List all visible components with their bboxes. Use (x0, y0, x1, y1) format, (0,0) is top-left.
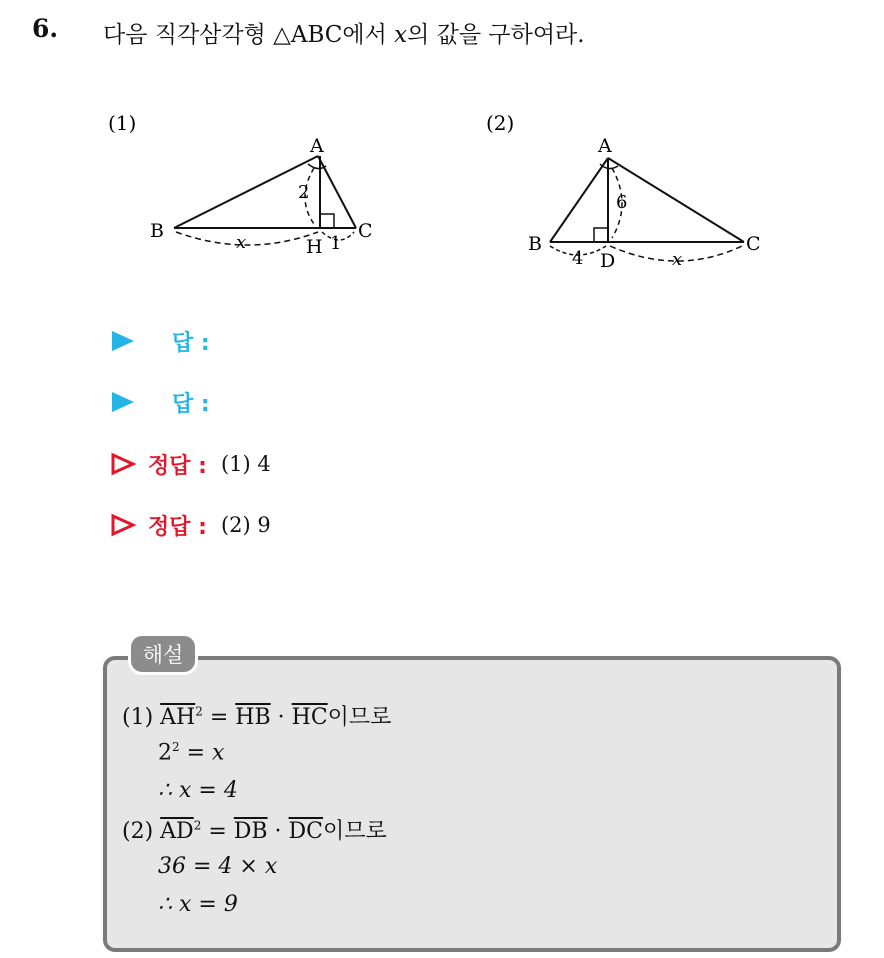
answer-label: 답 : (172, 391, 210, 417)
answer-row-1 (110, 326, 210, 356)
correct-answer-label: 정답 : (148, 453, 207, 479)
solution-line-1: (1) $\overline{AH}^2 = \overline{HB} \cdot \overline{HC}$이므로 (122, 704, 392, 730)
answer-label: 답 : (172, 330, 210, 356)
side-ac (608, 158, 744, 242)
length-ad: 6 (616, 192, 628, 213)
correct-answer-value: (2) 9 (220, 513, 271, 537)
correct-answer-value: (1) 4 (220, 452, 271, 476)
figure-2 (480, 108, 780, 273)
length-dc: x (672, 249, 683, 270)
solution-line-5: 36 = 4 × x (158, 854, 278, 879)
play-arrow-icon (110, 329, 136, 353)
arc-bh (176, 232, 318, 245)
vertex-c: C (358, 220, 373, 242)
figure-1-label: (1) (108, 111, 137, 135)
play-arrow-icon (110, 390, 136, 414)
question-number: 6. (32, 14, 59, 43)
figure-2-label: (2) (486, 111, 515, 135)
figure-1 (100, 108, 400, 268)
outline-arrow-icon (110, 513, 136, 537)
length-ah: 2 (298, 182, 310, 203)
vertex-h: H (306, 236, 323, 258)
length-bh: x (236, 232, 247, 253)
correct-answer-row-2 (110, 510, 271, 540)
answer-row-2 (110, 387, 210, 417)
vertex-c: C (746, 233, 761, 255)
variable-x: x (394, 22, 408, 48)
vertex-b: B (150, 220, 164, 242)
correct-answer-row-1 (110, 449, 271, 479)
length-hc: 1 (330, 233, 342, 254)
vertex-b: B (528, 233, 542, 255)
side-ab (550, 158, 608, 242)
length-bd: 4 (572, 248, 584, 269)
question-text: 다음 직각삼각형 △ABC에서 x의 값을 구하여라. (103, 22, 585, 48)
solution-line-2: $2^2 = x$ (158, 740, 225, 766)
right-angle-mark (594, 228, 608, 242)
solution-tag: 해설 (128, 633, 198, 675)
side-ab (174, 156, 318, 228)
solution-line-6: ∴ x = 9 (158, 892, 238, 917)
right-angle-mark (320, 214, 334, 228)
solution-line-3: ∴ x = 4 (158, 778, 238, 803)
correct-answer-label: 정답 : (148, 514, 207, 540)
vertex-a: A (310, 135, 324, 157)
outline-arrow-icon (110, 452, 136, 476)
vertex-a: A (598, 135, 612, 157)
solution-line-4: (2) $\overline{AD}^2 = \overline{DB} \cdot \overline{DC}$이므로 (122, 818, 387, 844)
vertex-d: D (600, 250, 616, 272)
